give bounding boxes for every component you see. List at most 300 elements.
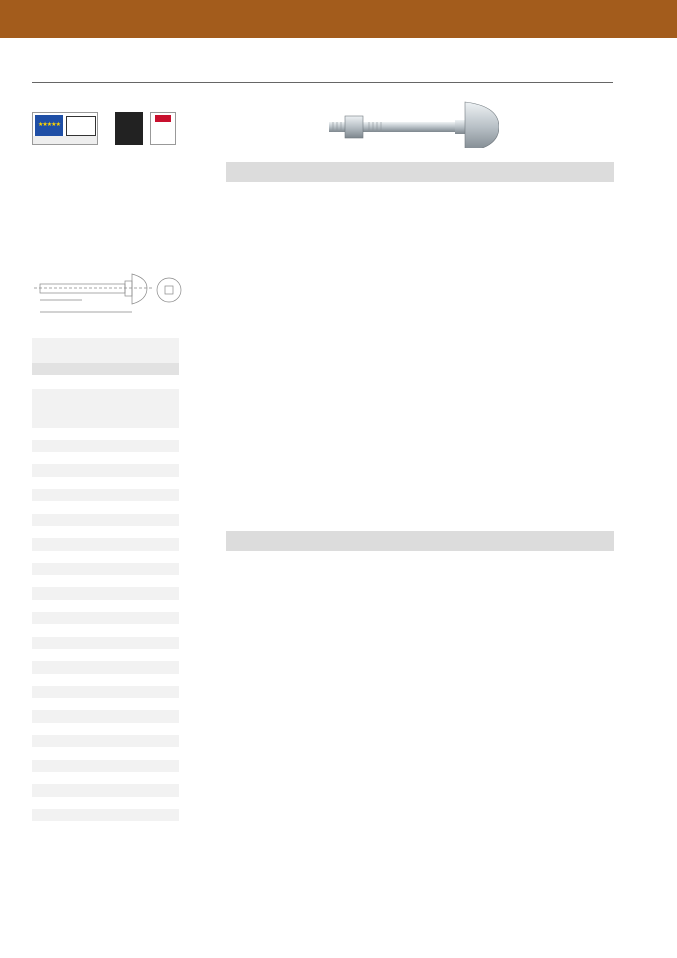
thread-value xyxy=(157,612,179,624)
thread-value xyxy=(92,477,114,489)
thread-value xyxy=(92,575,114,587)
thread-value xyxy=(113,538,135,550)
table-row xyxy=(32,489,179,501)
thread-value xyxy=(135,809,157,821)
thread-value xyxy=(157,415,179,427)
thread-value xyxy=(70,661,92,673)
thread-value xyxy=(135,428,157,440)
thread-value xyxy=(157,428,179,440)
thread-value xyxy=(92,760,114,772)
thread-value xyxy=(48,575,70,587)
round-head-d-value xyxy=(116,363,137,375)
thread-value xyxy=(113,452,135,464)
thread-length xyxy=(32,747,48,759)
thread-value xyxy=(92,587,114,599)
thread-value xyxy=(135,587,157,599)
thread-value xyxy=(113,575,135,587)
thread-length xyxy=(32,415,48,427)
thread-value xyxy=(48,809,70,821)
thread-value xyxy=(113,489,135,501)
table-row xyxy=(32,624,179,636)
thread-value xyxy=(48,797,70,809)
table-row xyxy=(32,686,179,698)
ce-mark xyxy=(66,116,96,136)
thread-value xyxy=(92,686,114,698)
table-row xyxy=(32,809,179,821)
thread-value xyxy=(157,600,179,612)
en-standard-label xyxy=(33,136,97,144)
thread-value xyxy=(135,710,157,722)
thread-value xyxy=(92,772,114,784)
thread-value xyxy=(135,452,157,464)
thread-value xyxy=(113,747,135,759)
round-head-size xyxy=(116,350,137,362)
thread-value xyxy=(113,649,135,661)
thread-L-label xyxy=(32,389,48,415)
thread-value xyxy=(113,735,135,747)
thread-size xyxy=(135,403,157,415)
thread-value xyxy=(48,452,70,464)
thread-value xyxy=(70,710,92,722)
thread-value xyxy=(135,637,157,649)
thread-value xyxy=(135,723,157,735)
thread-length xyxy=(32,600,48,612)
thread-value xyxy=(113,624,135,636)
thread-value xyxy=(70,587,92,599)
thread-length xyxy=(32,797,48,809)
thread-value xyxy=(70,760,92,772)
thread-value xyxy=(70,452,92,464)
thread-value xyxy=(70,514,92,526)
table-row xyxy=(32,674,179,686)
thread-value xyxy=(157,661,179,673)
thread-value xyxy=(48,440,70,452)
thread-value xyxy=(70,563,92,575)
thread-size xyxy=(70,403,92,415)
thread-size xyxy=(48,403,70,415)
round-head-table xyxy=(32,338,179,375)
thread-value xyxy=(48,477,70,489)
thread-length xyxy=(32,698,48,710)
thread-value xyxy=(135,440,157,452)
thread-value xyxy=(70,772,92,784)
thread-length xyxy=(32,428,48,440)
thread-value xyxy=(48,735,70,747)
table-row xyxy=(32,710,179,722)
thread-value xyxy=(70,809,92,821)
thread-size xyxy=(113,403,135,415)
thread-value xyxy=(92,661,114,673)
thread-length xyxy=(32,612,48,624)
thread-value xyxy=(92,637,114,649)
thread-value xyxy=(157,686,179,698)
thread-value xyxy=(113,772,135,784)
thread-value xyxy=(157,698,179,710)
thread-value xyxy=(113,710,135,722)
eu-flag-icon: ★★★★★ xyxy=(35,115,63,136)
thread-value xyxy=(70,575,92,587)
thread-value xyxy=(113,526,135,538)
thread-value xyxy=(48,723,70,735)
thread-size xyxy=(157,403,179,415)
thread-value xyxy=(92,674,114,686)
thread-value xyxy=(92,452,114,464)
thread-value xyxy=(135,797,157,809)
thread-value xyxy=(92,710,114,722)
thread-length xyxy=(32,772,48,784)
thread-value xyxy=(113,551,135,563)
thread-value xyxy=(135,551,157,563)
thread-value xyxy=(135,698,157,710)
table-row xyxy=(32,428,179,440)
thread-size xyxy=(92,403,114,415)
table-row xyxy=(32,723,179,735)
table-row xyxy=(32,514,179,526)
thread-length xyxy=(32,661,48,673)
thread-value xyxy=(157,710,179,722)
round-head-d-value xyxy=(95,363,116,375)
thread-value xyxy=(113,637,135,649)
thread-length xyxy=(32,624,48,636)
thread-value xyxy=(113,514,135,526)
thread-value xyxy=(92,538,114,550)
thread-value xyxy=(135,784,157,796)
thread-value xyxy=(48,501,70,513)
class-badge xyxy=(115,112,143,145)
table-row xyxy=(32,747,179,759)
thread-value xyxy=(92,415,114,427)
thread-length xyxy=(32,452,48,464)
thread-value xyxy=(157,452,179,464)
thread-value xyxy=(135,600,157,612)
thread-value xyxy=(157,464,179,476)
round-head-size xyxy=(74,350,95,362)
thread-length xyxy=(32,489,48,501)
thread-value xyxy=(70,526,92,538)
thread-value xyxy=(70,538,92,550)
thread-length xyxy=(32,809,48,821)
round-head-d-value xyxy=(53,363,74,375)
class-badge-title xyxy=(115,112,143,114)
thread-value xyxy=(92,624,114,636)
thread-length xyxy=(32,514,48,526)
thread-value xyxy=(135,612,157,624)
thread-value xyxy=(92,797,114,809)
thread-value xyxy=(70,686,92,698)
table-row xyxy=(32,587,179,599)
thread-value xyxy=(70,477,92,489)
thread-value xyxy=(48,551,70,563)
table-row xyxy=(32,551,179,563)
thread-length xyxy=(32,784,48,796)
round-head-size xyxy=(53,350,74,362)
thread-value xyxy=(135,735,157,747)
thread-value xyxy=(48,747,70,759)
thread-length-table xyxy=(32,389,179,821)
round-head-d-value xyxy=(137,363,158,375)
thread-value xyxy=(70,551,92,563)
thread-value xyxy=(113,784,135,796)
thread-value xyxy=(70,440,92,452)
thread-value xyxy=(113,698,135,710)
thread-value xyxy=(135,489,157,501)
thread-value xyxy=(92,747,114,759)
thread-value xyxy=(70,698,92,710)
thread-value xyxy=(157,735,179,747)
thread-value xyxy=(157,674,179,686)
thread-length xyxy=(32,526,48,538)
thread-value xyxy=(70,415,92,427)
thread-value xyxy=(70,747,92,759)
thread-length xyxy=(32,686,48,698)
thread-length xyxy=(32,723,48,735)
table-row xyxy=(32,637,179,649)
thread-value xyxy=(48,686,70,698)
thread-value xyxy=(113,686,135,698)
thread-value xyxy=(157,760,179,772)
thread-value xyxy=(135,686,157,698)
thread-value xyxy=(70,637,92,649)
thread-value xyxy=(135,526,157,538)
thread-value xyxy=(48,772,70,784)
thread-value xyxy=(48,514,70,526)
thread-value xyxy=(157,526,179,538)
thread-length xyxy=(32,760,48,772)
thread-value xyxy=(157,477,179,489)
thread-value xyxy=(48,760,70,772)
thread-value xyxy=(92,526,114,538)
round-head-size xyxy=(158,350,179,362)
thread-value xyxy=(70,723,92,735)
thread-value xyxy=(70,674,92,686)
thread-value xyxy=(157,538,179,550)
thread-value xyxy=(113,600,135,612)
thread-length xyxy=(32,563,48,575)
thread-value xyxy=(92,514,114,526)
thread-length xyxy=(32,440,48,452)
thread-value xyxy=(135,563,157,575)
thread-value xyxy=(113,563,135,575)
thread-value xyxy=(157,747,179,759)
round-head-d-value xyxy=(158,363,179,375)
table-row xyxy=(32,698,179,710)
table-row xyxy=(32,526,179,538)
thread-value xyxy=(48,698,70,710)
thread-value xyxy=(113,797,135,809)
thread-value xyxy=(135,760,157,772)
thread-value xyxy=(157,514,179,526)
thread-value xyxy=(48,489,70,501)
t1-L-header xyxy=(226,162,614,182)
thread-value xyxy=(135,415,157,427)
product-table-m5-m8 xyxy=(226,162,614,182)
thread-value xyxy=(70,624,92,636)
thread-value xyxy=(92,440,114,452)
title-divider xyxy=(32,82,613,83)
thread-length xyxy=(32,575,48,587)
thread-value xyxy=(113,440,135,452)
thread-value xyxy=(70,649,92,661)
thread-value xyxy=(48,612,70,624)
thread-value xyxy=(48,624,70,636)
round-head-d-value xyxy=(74,363,95,375)
table-row xyxy=(32,612,179,624)
thread-value xyxy=(70,797,92,809)
thread-value xyxy=(113,587,135,599)
thread-value xyxy=(92,735,114,747)
thread-value xyxy=(157,784,179,796)
thread-length xyxy=(32,587,48,599)
thread-value xyxy=(92,551,114,563)
thread-length xyxy=(32,501,48,513)
thread-value xyxy=(48,600,70,612)
thread-value xyxy=(135,538,157,550)
thread-value xyxy=(113,760,135,772)
thread-value xyxy=(113,661,135,673)
thread-value xyxy=(135,575,157,587)
round-head-size xyxy=(137,350,158,362)
table-row xyxy=(32,464,179,476)
thread-value xyxy=(157,624,179,636)
table-row xyxy=(32,563,179,575)
thread-value xyxy=(135,674,157,686)
thread-value xyxy=(48,587,70,599)
thread-value xyxy=(48,428,70,440)
thread-length xyxy=(32,551,48,563)
thread-value xyxy=(157,575,179,587)
thread-value xyxy=(92,464,114,476)
thread-value xyxy=(70,428,92,440)
thread-value xyxy=(92,649,114,661)
thread-value xyxy=(92,428,114,440)
thread-value xyxy=(157,440,179,452)
thread-value xyxy=(92,809,114,821)
thread-value xyxy=(157,501,179,513)
section-header xyxy=(0,0,677,38)
thread-value xyxy=(48,637,70,649)
thread-value xyxy=(135,464,157,476)
table-row xyxy=(32,735,179,747)
thread-value xyxy=(135,661,157,673)
t2-L-header xyxy=(226,531,614,551)
thread-length xyxy=(32,477,48,489)
thread-value xyxy=(48,710,70,722)
thread-value xyxy=(92,612,114,624)
thread-value xyxy=(48,563,70,575)
thread-value xyxy=(70,501,92,513)
thread-value xyxy=(48,526,70,538)
thread-value xyxy=(113,415,135,427)
round-head-d-label xyxy=(32,350,53,362)
thread-value xyxy=(135,772,157,784)
table-row xyxy=(32,600,179,612)
thread-value xyxy=(92,723,114,735)
thread-length xyxy=(32,649,48,661)
euro-blister-icon xyxy=(155,115,171,122)
thread-value xyxy=(157,772,179,784)
table-row xyxy=(32,661,179,673)
thread-value xyxy=(70,735,92,747)
thread-length xyxy=(32,710,48,722)
table-row xyxy=(32,772,179,784)
table-row xyxy=(32,440,179,452)
thread-value xyxy=(70,489,92,501)
table-row xyxy=(32,649,179,661)
thread-value xyxy=(92,600,114,612)
thread-value xyxy=(113,477,135,489)
thread-value xyxy=(135,514,157,526)
thread-value xyxy=(157,723,179,735)
round-head-D-label xyxy=(32,363,53,375)
thread-length xyxy=(32,637,48,649)
thread-value xyxy=(48,464,70,476)
thread-value xyxy=(92,698,114,710)
thread-value xyxy=(48,784,70,796)
thread-value xyxy=(157,809,179,821)
thread-value xyxy=(70,784,92,796)
technical-drawing-icon xyxy=(32,270,182,322)
thread-value xyxy=(113,809,135,821)
bolt-photo-icon xyxy=(329,98,499,148)
table-row xyxy=(32,477,179,489)
thread-value xyxy=(48,661,70,673)
thread-value xyxy=(70,600,92,612)
thread-length xyxy=(32,674,48,686)
thread-value xyxy=(92,563,114,575)
table-row xyxy=(32,797,179,809)
table-row xyxy=(32,784,179,796)
table-row xyxy=(32,452,179,464)
thread-value xyxy=(70,464,92,476)
table-row xyxy=(32,575,179,587)
thread-value xyxy=(113,723,135,735)
thread-value xyxy=(113,674,135,686)
thread-value xyxy=(157,551,179,563)
thread-value xyxy=(157,587,179,599)
thread-value xyxy=(48,415,70,427)
thread-value xyxy=(157,797,179,809)
ce-en-badge xyxy=(32,112,98,145)
product-table-m10-m16 xyxy=(226,531,614,551)
euro-blister-badge xyxy=(150,112,176,145)
thread-value xyxy=(92,784,114,796)
table-row xyxy=(32,760,179,772)
thread-value xyxy=(135,747,157,759)
table-row xyxy=(32,501,179,513)
thread-value xyxy=(113,464,135,476)
thread-value xyxy=(48,538,70,550)
thread-value xyxy=(92,501,114,513)
thread-value xyxy=(157,649,179,661)
thread-value xyxy=(48,649,70,661)
table-row xyxy=(32,538,179,550)
thread-value xyxy=(48,674,70,686)
thread-value xyxy=(157,489,179,501)
thread-length xyxy=(32,735,48,747)
round-head-size xyxy=(95,350,116,362)
thread-value xyxy=(135,477,157,489)
table-row xyxy=(32,415,179,427)
thread-value xyxy=(135,501,157,513)
thread-length xyxy=(32,538,48,550)
thread-value xyxy=(113,612,135,624)
thread-value xyxy=(92,489,114,501)
thread-value xyxy=(157,563,179,575)
thread-value xyxy=(113,428,135,440)
thread-value xyxy=(70,612,92,624)
thread-value xyxy=(135,624,157,636)
thread-value xyxy=(157,637,179,649)
